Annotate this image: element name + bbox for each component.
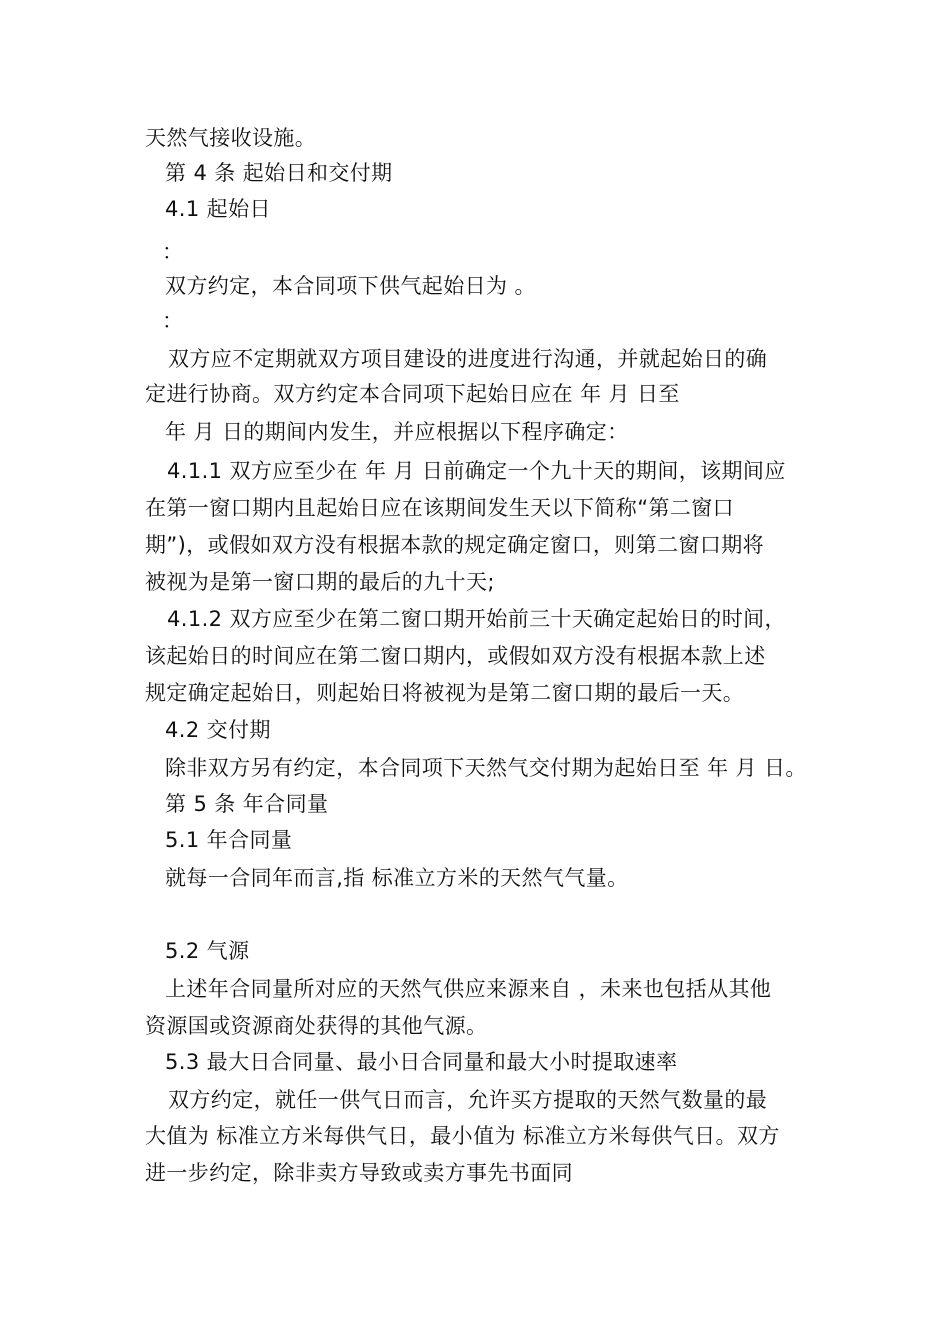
- text-line-gas-source-2: 资源国或资源商处获得的其他气源。: [145, 1014, 488, 1038]
- clause-4-1-1-line-2: 在第一窗口期内且起始日应在该期间发生天以下简称“第二窗口: [145, 496, 735, 520]
- text-line-period-procedure: 年 月 日的期间内发生，并应根据以下程序确定：: [165, 420, 629, 444]
- text-line-annual-quantity: 就每一合同年而言,指 标准立方米的天然气气量。: [165, 866, 629, 890]
- section-4-2-heading: 4.2 交付期: [165, 718, 271, 742]
- text-line-start-date: 双方约定，本合同项下供气起始日为 。: [165, 274, 536, 298]
- text-line-daily-quantity-3: 进一步约定，除非卖方导致或卖方事先书面同: [145, 1161, 573, 1185]
- article-5-heading: 第 5 条 年合同量: [165, 792, 329, 816]
- clause-4-1-1-line-1: 4.1.1 双方应至少在 年 月 日前确定一个九十天的期间，该期间应: [167, 459, 786, 483]
- section-5-2-heading: 5.2 气源: [165, 939, 250, 963]
- text-line-communication-2: 定进行协商。双方约定本合同项下起始日应在 年 月 日至: [145, 382, 680, 406]
- clause-4-1-1-line-4: 被视为是第一窗口期的最后的九十天;: [145, 570, 495, 594]
- section-5-3-heading: 5.3 最大日合同量、最小日合同量和最大小时提取速率: [165, 1050, 678, 1074]
- text-line-communication-1: 双方应不定期就双方项目建设的进度进行沟通，并就起始日的确: [168, 347, 768, 371]
- clause-4-1-2-line-1: 4.1.2 双方应至少在第二窗口期开始前三十天确定起始日的时间，: [167, 607, 786, 631]
- text-line-gas-source-1: 上述年合同量所对应的天然气供应来源来自 ，未来也包括从其他: [165, 977, 772, 1001]
- text-line-gas-facility: 天然气接收设施。: [145, 126, 317, 150]
- section-4-1-heading: 4.1 起始日: [165, 197, 271, 221]
- clause-4-1-1-line-3: 期”)，或假如双方没有根据本款的规定确定窗口，则第二窗口期将: [145, 533, 765, 557]
- colon-line-1: ：: [162, 240, 184, 264]
- clause-4-1-2-line-3: 规定确定起始日，则起始日将被视为是第二窗口期的最后一天。: [145, 681, 745, 705]
- text-line-daily-quantity-2: 大值为 标准立方米每供气日，最小值为 标准立方米每供气日。双方: [145, 1124, 780, 1148]
- article-4-heading: 第 4 条 起始日和交付期: [165, 161, 393, 185]
- section-5-1-heading: 5.1 年合同量: [165, 828, 293, 852]
- clause-4-1-2-line-2: 该起始日的时间应在第二窗口期内，或假如双方没有根据本款上述: [145, 644, 766, 668]
- text-line-daily-quantity-1: 双方约定，就任一供气日而言，允许买方提取的天然气数量的最: [168, 1088, 768, 1112]
- text-line-delivery-period: 除非双方另有约定，本合同项下天然气交付期为起始日至 年 月 日。: [165, 756, 807, 780]
- colon-line-2: ：: [162, 309, 184, 333]
